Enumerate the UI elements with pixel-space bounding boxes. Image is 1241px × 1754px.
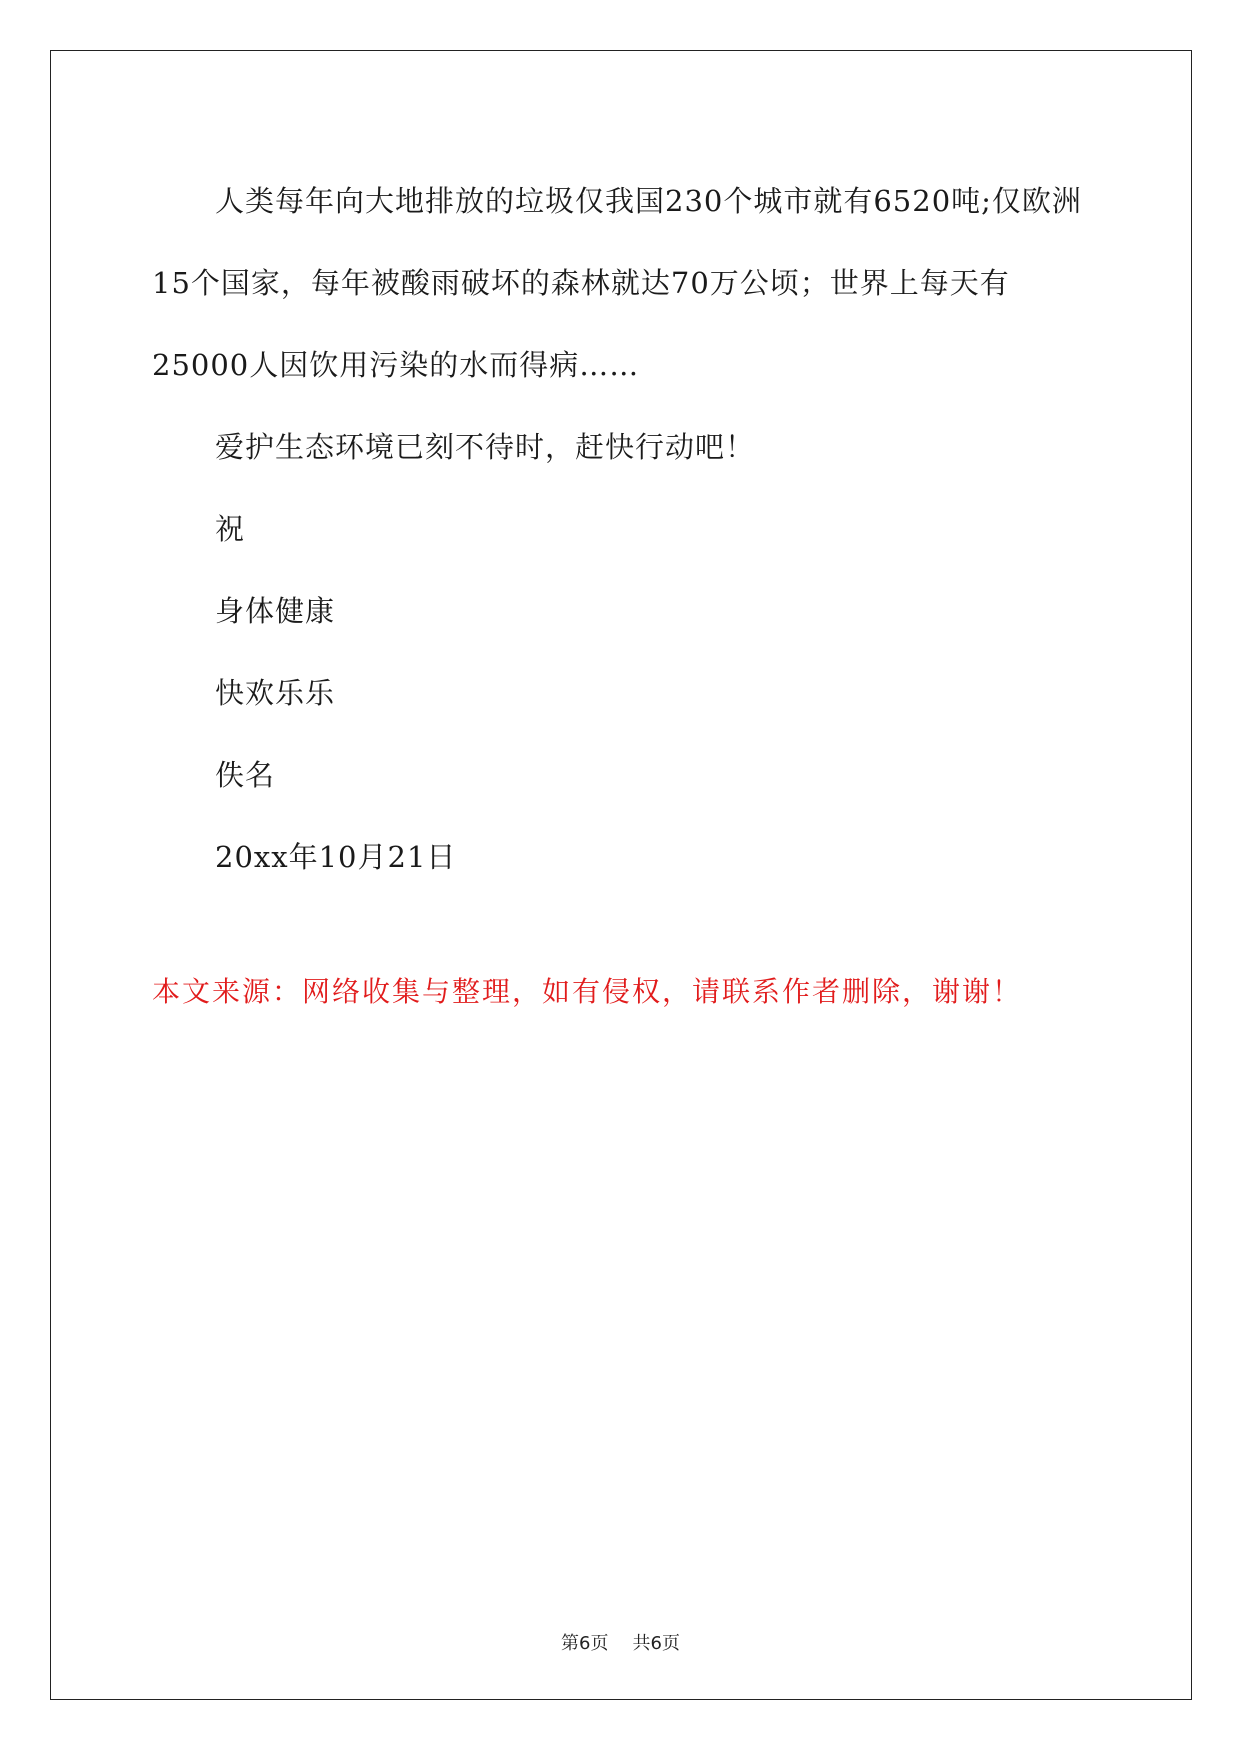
body-paragraph-call-to-action: 爱护生态环境已刻不待时，赶快行动吧！ — [215, 430, 756, 464]
page-footer — [0, 1629, 1241, 1655]
closing-salutation: 祝 — [215, 512, 246, 546]
document-body — [152, 160, 1092, 898]
page-number-total: 共6页 — [632, 1633, 680, 1654]
closing-wish-health: 身体健康 — [215, 594, 336, 628]
closing-wish-happiness: 快欢乐乐 — [215, 676, 336, 710]
page-number-current: 第6页 — [561, 1633, 609, 1654]
letter-date: 20xx年10月21日 — [215, 840, 457, 874]
source-disclaimer: 本文来源：网络收集与整理，如有侵权，请联系作者删除，谢谢！ — [152, 975, 1023, 1008]
body-paragraph-pollution: 人类每年向大地排放的垃圾仅我国230个城市就有6520吨;仅欧洲15个国家，每年被酸雨破坏的森林就达70万公顷；世界上每天有25000人因饮用污染的水而得病…… — [152, 184, 1082, 382]
signature: 佚名 — [215, 758, 276, 792]
